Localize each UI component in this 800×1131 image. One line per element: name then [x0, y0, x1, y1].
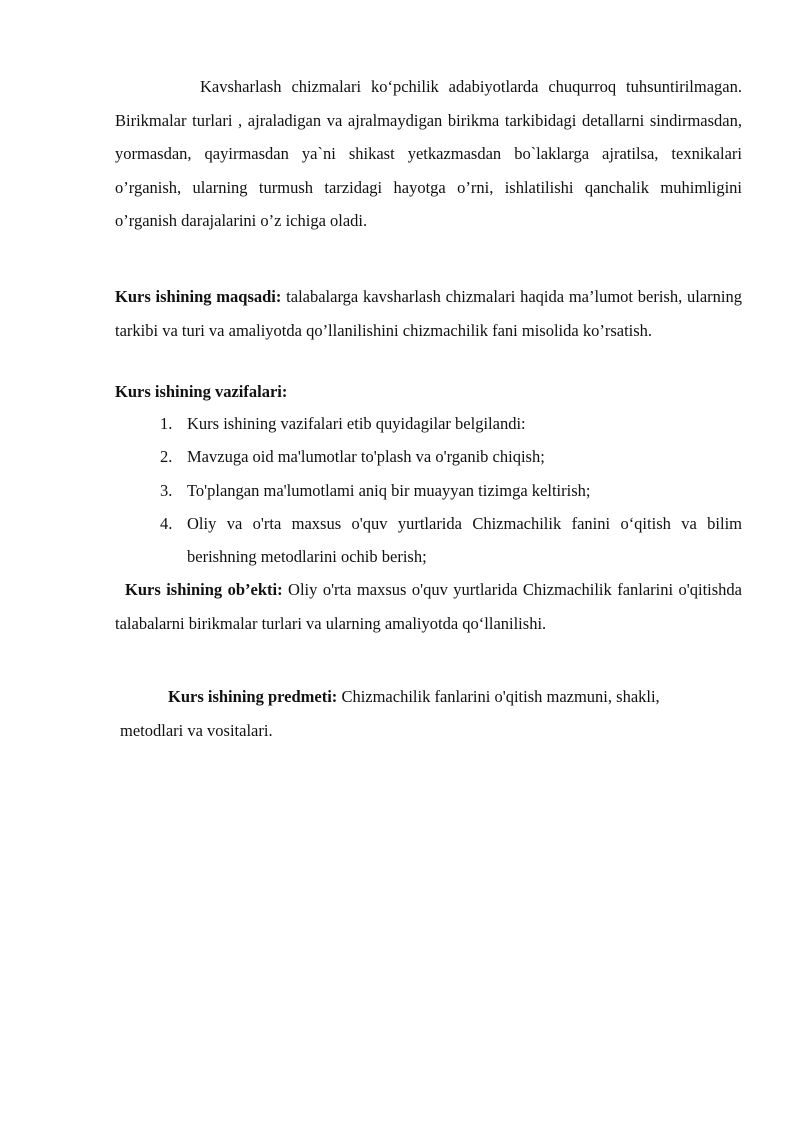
goal-text: talabalarga kavsharlash chizmalari haqida ma’lumot berish, ularning tarkibi va turi va amaliyotda qo’llanilishini chizmachilik fani misolida ko’rsatish. — [115, 287, 742, 340]
tasks-heading: Kurs ishining vazifalari: — [115, 382, 288, 401]
goal-label: Kurs ishining maqsadi: — [115, 287, 282, 306]
list-item — [160, 440, 742, 473]
list-item-number: 1. — [160, 414, 173, 433]
list-item-text: Mavzuga oid ma'lumotlar to'plash va o'rganib chiqish; — [187, 447, 545, 467]
object-paragraph — [115, 573, 742, 640]
intro-paragraph — [115, 70, 742, 238]
subject-paragraph — [120, 680, 720, 747]
intro-text: Kavsharlash chizmalari ko‘pchilik adabiyotlarda chuqurroq tuhsuntirilmagan. Birikmalar turlari , ajraladigan va ajralmaydigan birikma tarkibidagi detallarni sindirmasdan, yormasdan, qayirmasdan ya`ni shikast yetkazmasdan bo`laklarga ajratilsa, texnikalari o’rganish, ularning turmush tarzidagi hayotga o’rni, ishlatilishi qanchalik muhimligini o’rganish darajalarini o’z ichiga oladi. — [115, 77, 742, 230]
list-item-number: 2. — [160, 447, 173, 467]
subject-text: Chizmachilik fanlarini o'qitish mazmuni, shakli, metodlari va vositalari. — [120, 687, 660, 740]
list-item — [160, 474, 742, 507]
list-item — [160, 407, 742, 440]
tasks-list — [160, 407, 742, 573]
object-text: Oliy o'rta maxsus o'quv yurtlarida Chizmachilik fanlarini o'qitishda talabalarni birikmalar turlari va ularning amaliyotda qo‘llanilishi. — [115, 580, 742, 633]
list-item — [160, 507, 742, 574]
list-item-text: Kurs ishining vazifalari etib quyidagilar belgilandi: — [187, 414, 526, 433]
list-item-number: 4. — [160, 513, 173, 533]
object-label: Kurs ishining ob’ekti: — [125, 580, 283, 599]
goal-paragraph — [115, 280, 742, 347]
list-item-text: Oliy va o'rta maxsus o'quv yurtlarida Chizmachilik fanini o‘qitish va bilim berishning metodlarini ochib berish; — [187, 513, 742, 567]
list-item-number: 3. — [160, 480, 173, 500]
list-item-text: To'plangan ma'lumotlami aniq bir muayyan tizimga keltirish; — [187, 480, 591, 500]
subject-label: Kurs ishining predmeti: — [168, 687, 338, 706]
